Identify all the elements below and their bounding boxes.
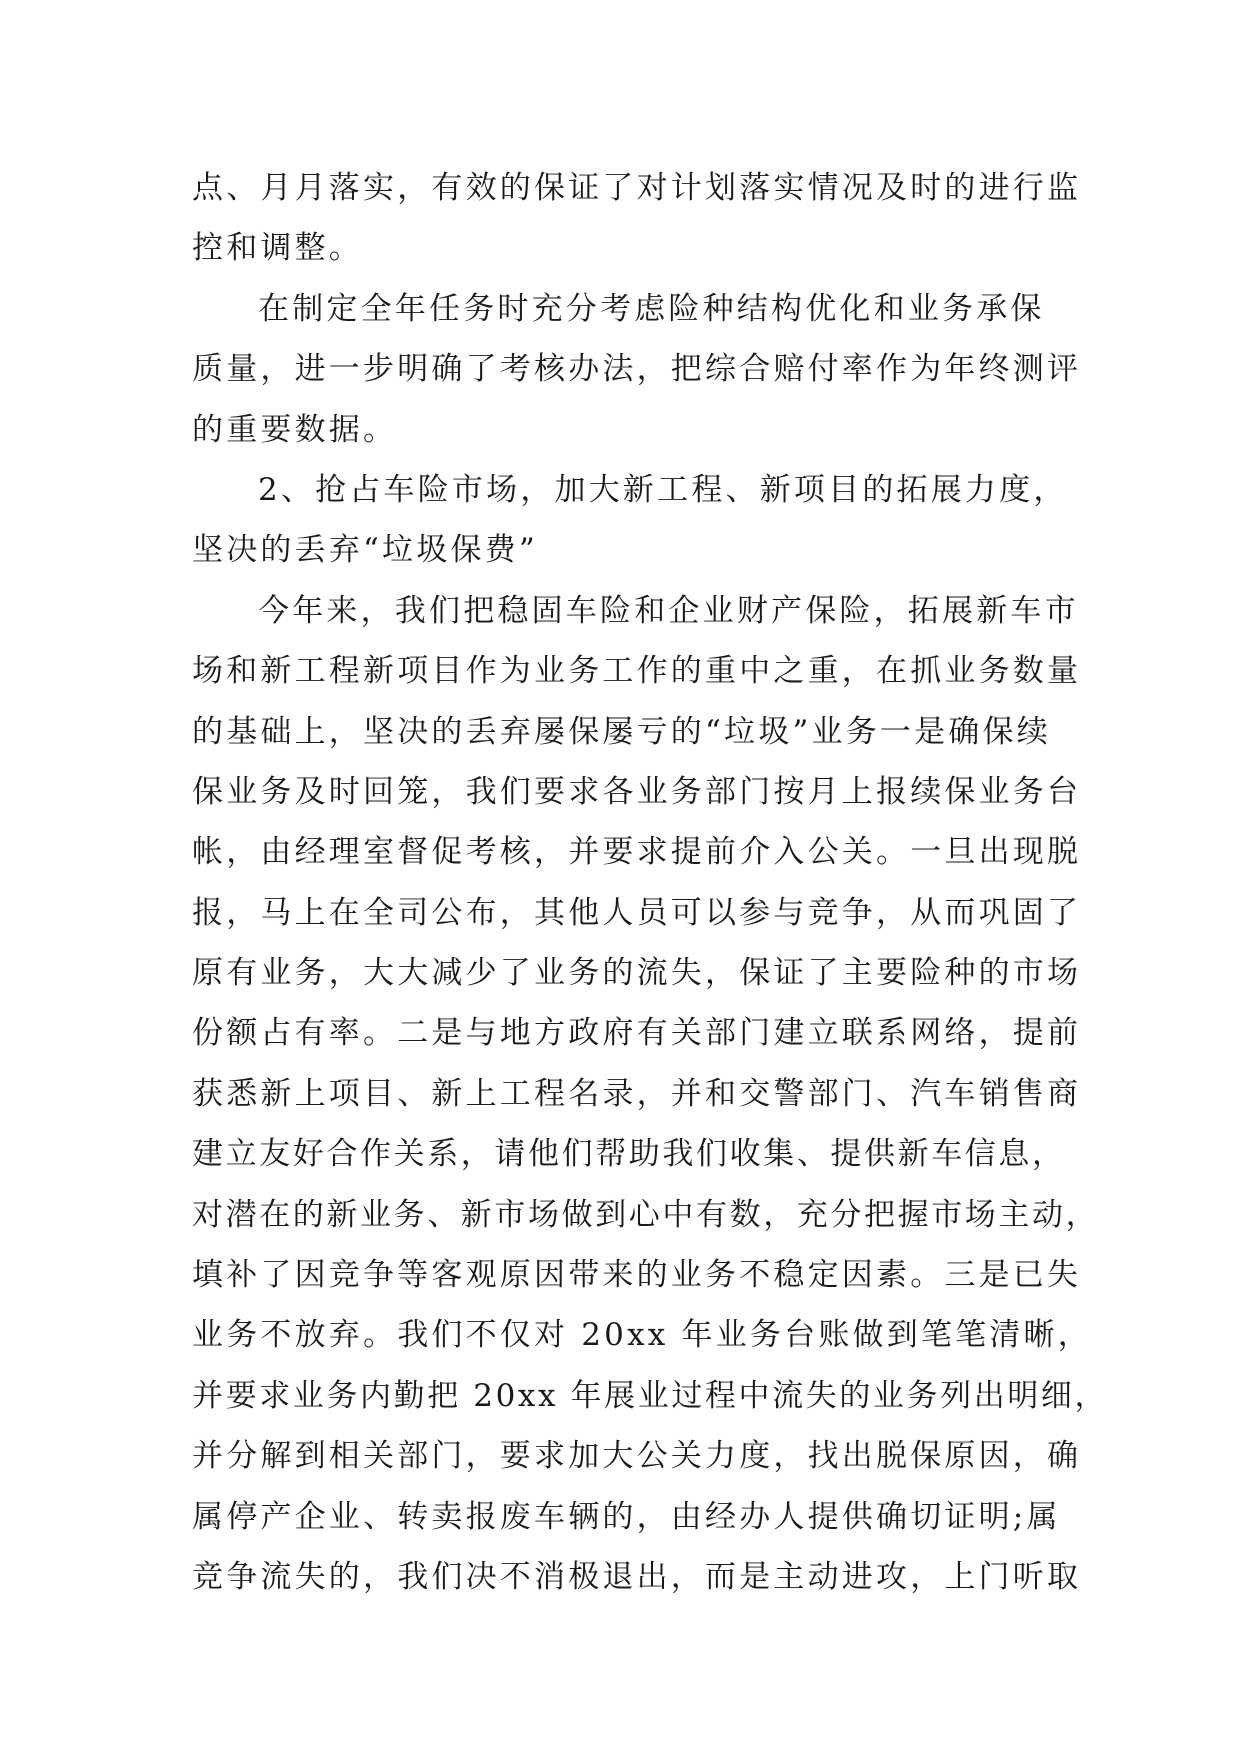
text-line: 属停产企业、转卖报废车辆的，由经办人提供确切证明;属	[192, 1498, 1061, 1535]
text-line: 业务不放弃。我们不仅对 20xx 年业务台账做到笔笔清晰，	[192, 1317, 1092, 1354]
text-line: 场和新工程新项目作为业务工作的重中之重，在抓业务数量	[192, 653, 1082, 690]
text-line: 质量，进一步明确了考核办法，把综合赔付率作为年终测评	[192, 351, 1082, 388]
text-line: 并分解到相关部门，要求加大公关力度，找出脱保原因，确	[192, 1438, 1082, 1475]
text-line: 获悉新上项目、新上工程名录，并和交警部门、汽车销售商	[192, 1075, 1082, 1112]
text-line: 报，马上在全司公布，其他人员可以参与竞争，从而巩固了	[192, 894, 1082, 931]
text-line: 原有业务，大大减少了业务的流失，保证了主要险种的市场	[192, 955, 1082, 992]
paragraph-start-line: 在制定全年任务时充分考虑险种结构优化和业务承保	[258, 290, 1045, 327]
section-heading-line: 2、抢占车险市场，加大新工程、新项目的拓展力度，	[258, 471, 1068, 508]
text-line: 帐，由经理室督促考核，并要求提前介入公关。一旦出现脱	[192, 834, 1082, 871]
text-line: 控和调整。	[192, 230, 363, 267]
text-line: 点、月月落实，有效的保证了对计划落实情况及时的进行监	[192, 170, 1082, 206]
section-heading-line: 坚决的丢弃“垃圾保费”	[192, 532, 538, 569]
document-body	[192, 158, 1109, 1607]
text-line: 保业务及时回笼，我们要求各业务部门按月上报续保业务台	[192, 773, 1082, 810]
text-line: 的重要数据。	[192, 411, 398, 448]
text-line: 填补了因竞争等客观原因带来的业务不稳定因素。三是已失	[192, 1257, 1082, 1294]
text-line: 份额占有率。二是与地方政府有关部门建立联系网络，提前	[192, 1015, 1082, 1052]
paragraph-start-line: 今年来，我们把稳固车险和企业财产保险，拓展新车市	[258, 592, 1079, 629]
text-line: 建立友好合作关系，请他们帮助我们收集、提供新车信息，	[192, 1136, 1066, 1173]
text-line: 对潜在的新业务、新市场做到心中有数，充分把握市场主动，	[192, 1196, 1100, 1233]
text-line: 并要求业务内勤把 20xx 年展业过程中流失的业务列出明细，	[192, 1377, 1109, 1414]
text-line: 竞争流失的，我们决不消极退出，而是主动进攻，上门听取	[192, 1558, 1082, 1595]
text-line: 的基础上，坚决的丢弃屡保屡亏的“垃圾”业务一是确保续	[192, 713, 1051, 750]
